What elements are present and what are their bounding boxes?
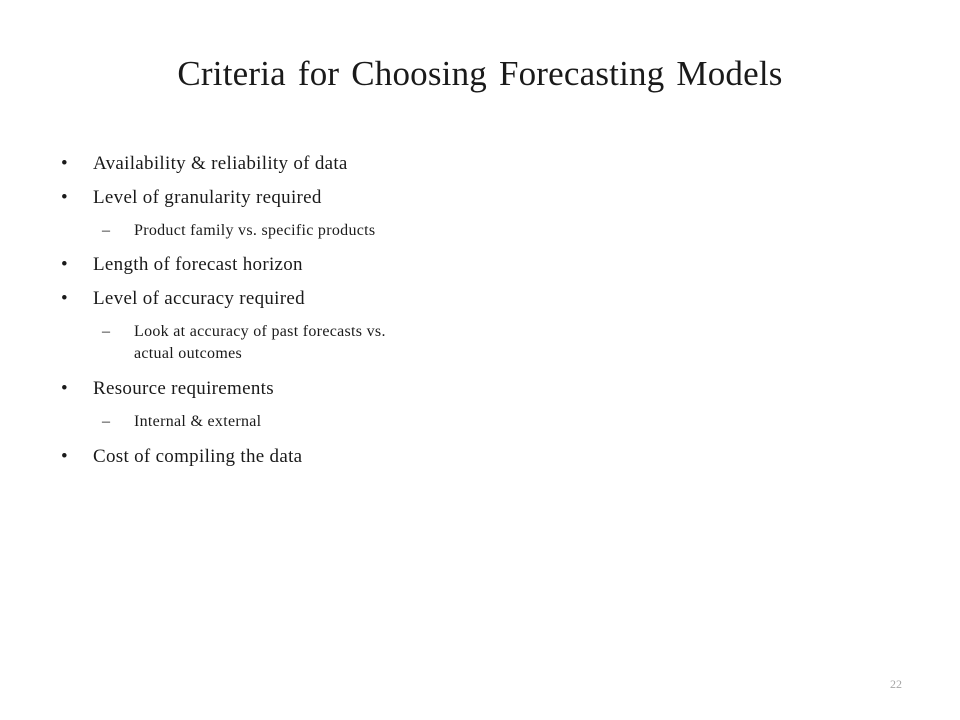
slide-title: Criteria for Choosing Forecasting Models	[177, 54, 783, 93]
bullet-marker: •	[61, 446, 68, 467]
sub-bullet-marker: –	[102, 323, 111, 340]
sub-bullet-text-line-1: Look at accuracy of past forecasts vs.	[134, 323, 386, 340]
bullet-item-availability	[61, 152, 348, 176]
bullet-text: Length of forecast horizon	[93, 254, 303, 275]
bullet-marker: •	[61, 288, 68, 309]
sub-bullet-text: Product family vs. specific products	[134, 222, 376, 239]
bullet-marker: •	[61, 254, 68, 275]
bullet-item-accuracy	[61, 287, 305, 311]
sub-bullet-item-internal-external	[102, 411, 262, 433]
bullet-item-resources	[61, 377, 274, 401]
bullet-marker: •	[61, 153, 68, 174]
bullet-text: Level of granularity required	[93, 187, 322, 208]
sub-bullet-text: Internal & external	[134, 413, 262, 430]
bullet-text: Resource requirements	[93, 378, 274, 399]
page-number: 22	[890, 677, 902, 691]
sub-bullet-item-past-forecasts	[102, 321, 386, 365]
sub-bullet-marker: –	[102, 222, 111, 239]
bullet-text: Cost of compiling the data	[93, 446, 303, 467]
sub-bullet-marker: –	[102, 413, 111, 430]
bullet-item-cost	[61, 445, 303, 469]
bullet-item-granularity	[61, 186, 322, 210]
bullet-text: Level of accuracy required	[93, 288, 305, 309]
sub-bullet-text-line-2: actual outcomes	[134, 345, 243, 362]
bullet-marker: •	[61, 378, 68, 399]
sub-bullet-item-product-family	[102, 220, 376, 242]
bullet-text: Availability & reliability of data	[93, 153, 348, 174]
bullet-marker: •	[61, 187, 68, 208]
bullet-item-forecast-horizon	[61, 253, 303, 277]
